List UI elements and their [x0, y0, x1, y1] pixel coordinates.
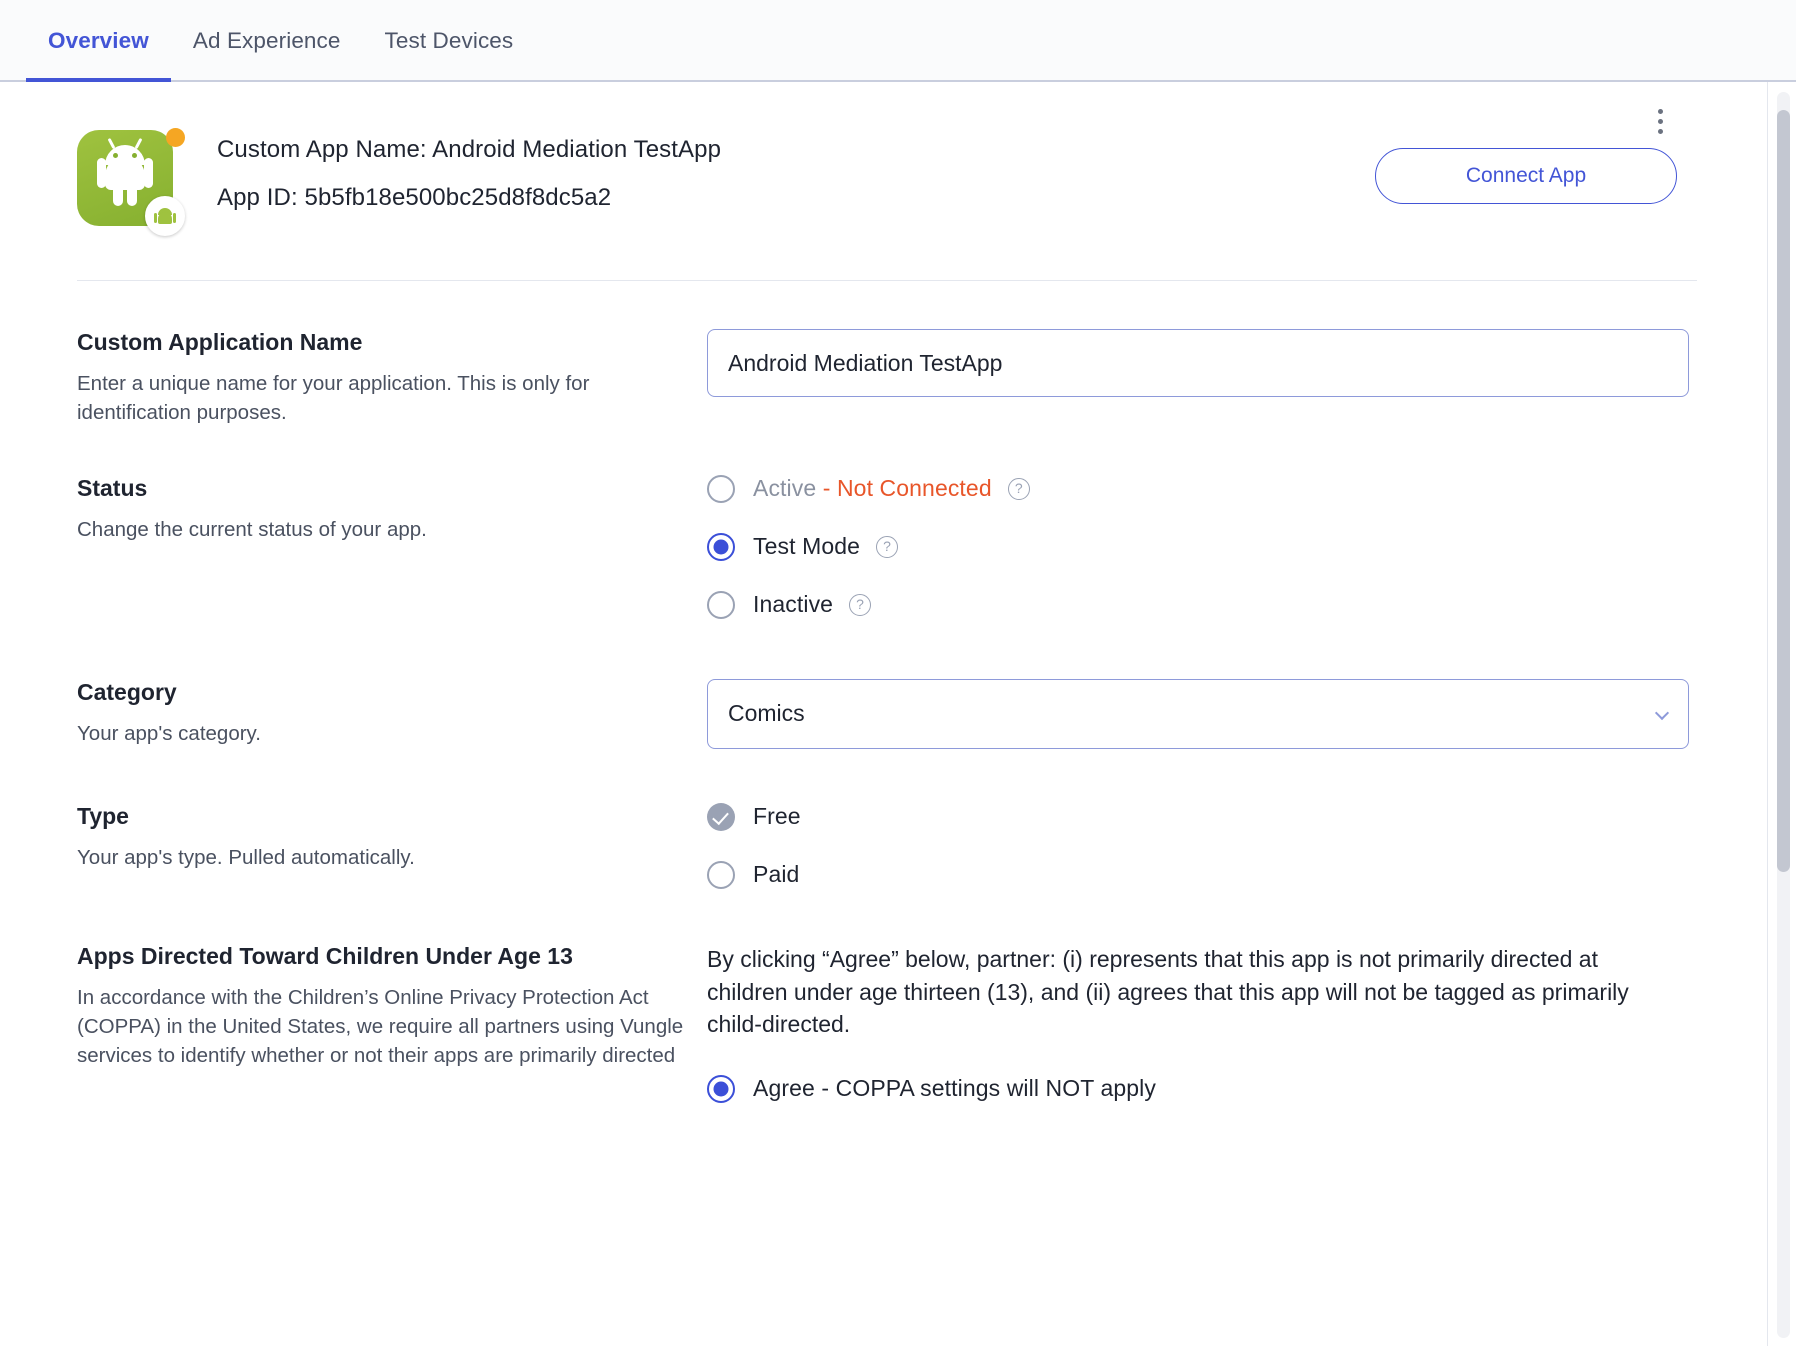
panel-right-edge	[1767, 82, 1768, 1346]
row-category	[75, 619, 1721, 749]
status-radio-inactive[interactable]	[707, 591, 735, 619]
app-meta	[217, 130, 721, 213]
tab-test-devices-label: Test Devices	[384, 28, 514, 53]
status-options	[707, 473, 1721, 619]
status-option-test-mode-label: Test Mode	[753, 533, 861, 560]
status-option-test-mode[interactable]	[707, 533, 1721, 561]
tab-test-devices[interactable]	[363, 0, 536, 80]
help-icon-status-active[interactable]: ?	[1008, 478, 1030, 500]
status-label-block	[75, 473, 707, 544]
category-description: Your app's category.	[77, 721, 261, 745]
type-option-free-label: Free	[753, 803, 801, 830]
connect-app-button-label: Connect App	[1465, 164, 1587, 187]
category-field-block	[707, 677, 1721, 749]
custom-application-name-input[interactable]	[707, 329, 1689, 397]
coppa-label-block	[75, 941, 707, 1070]
status-option-inactive[interactable]	[707, 591, 1721, 619]
app-id-text: App ID: 5b5fb18e500bc25d8f8dc5a2	[217, 183, 612, 211]
coppa-description: In accordance with the Children’s Online Privacy Protection Act (COPPA) in the United States, we require all partners using Vungle services to identify whether or not their apps are primarily directed	[77, 985, 684, 1067]
status-option-active-label	[753, 475, 992, 502]
help-icon-status-test-mode[interactable]: ?	[876, 536, 898, 558]
type-options	[707, 801, 1721, 889]
coppa-statement: By clicking “Agree” below, partner: (i) represents that this app is not primarily directed at children under age thirteen (13), and (ii) agrees that this app will not be tagged as primarily child-directed.	[707, 945, 1629, 1038]
type-label-block	[75, 801, 707, 872]
type-option-free[interactable]	[707, 803, 1721, 831]
row-coppa	[75, 889, 1721, 1103]
row-type	[75, 749, 1721, 889]
platform-android-icon	[145, 196, 185, 236]
tab-ad-experience[interactable]	[171, 0, 363, 80]
status-radio-test-mode[interactable]	[707, 533, 735, 561]
type-radio-paid[interactable]	[707, 861, 735, 889]
status-option-active[interactable]	[707, 475, 1721, 503]
type-option-paid[interactable]	[707, 861, 1721, 889]
coppa-option-agree-label: Agree - COPPA settings will NOT apply	[753, 1075, 1156, 1102]
type-option-paid-label: Paid	[753, 861, 800, 888]
status-active-connection-text: - Not Connected	[816, 475, 992, 502]
tab-overview-label: Overview	[48, 28, 149, 53]
status-description: Change the current status of your app.	[77, 517, 427, 541]
type-radio-free[interactable]	[707, 803, 735, 831]
status-option-inactive-label: Inactive	[753, 591, 834, 618]
category-selected-value: Comics	[728, 700, 805, 727]
type-description: Your app's type. Pulled automatically.	[77, 845, 415, 869]
custom-app-name-text: Custom App Name: Android Mediation TestApp	[217, 136, 722, 163]
tab-overview[interactable]	[26, 0, 171, 80]
vertical-scrollbar-thumb[interactable]	[1777, 110, 1790, 872]
custom-application-name-label-block	[75, 327, 707, 427]
type-title: Type	[77, 802, 129, 829]
status-active-text: Active	[753, 475, 817, 502]
coppa-option-agree[interactable]	[707, 1075, 1721, 1103]
tab-bar	[0, 0, 1796, 82]
tab-ad-experience-label: Ad Experience	[192, 28, 341, 53]
row-status	[75, 427, 1721, 619]
category-title: Category	[77, 678, 177, 705]
custom-application-name-description: Enter a unique name for your application. This is only for identification purposes.	[77, 371, 590, 424]
help-icon-status-inactive[interactable]: ?	[849, 594, 871, 616]
vertical-scrollbar[interactable]	[1777, 92, 1790, 1338]
coppa-field-block	[707, 941, 1721, 1103]
custom-application-name-title: Custom Application Name	[77, 329, 363, 355]
category-select[interactable]	[707, 679, 1689, 749]
status-radio-active[interactable]	[707, 475, 735, 503]
custom-application-name-field-block	[707, 327, 1721, 397]
android-app-icon	[77, 130, 181, 234]
coppa-title: Apps Directed Toward Children Under Age 13	[77, 942, 573, 969]
overview-panel	[0, 82, 1796, 1346]
row-custom-application-name	[75, 281, 1721, 427]
category-label-block	[75, 677, 707, 748]
status-dot-icon	[166, 128, 185, 147]
connect-app-button[interactable]	[1375, 148, 1677, 204]
kebab-menu-icon[interactable]	[1645, 101, 1675, 141]
app-summary-header	[75, 82, 1721, 234]
coppa-radio-agree[interactable]	[707, 1075, 735, 1103]
status-title: Status	[77, 474, 148, 501]
